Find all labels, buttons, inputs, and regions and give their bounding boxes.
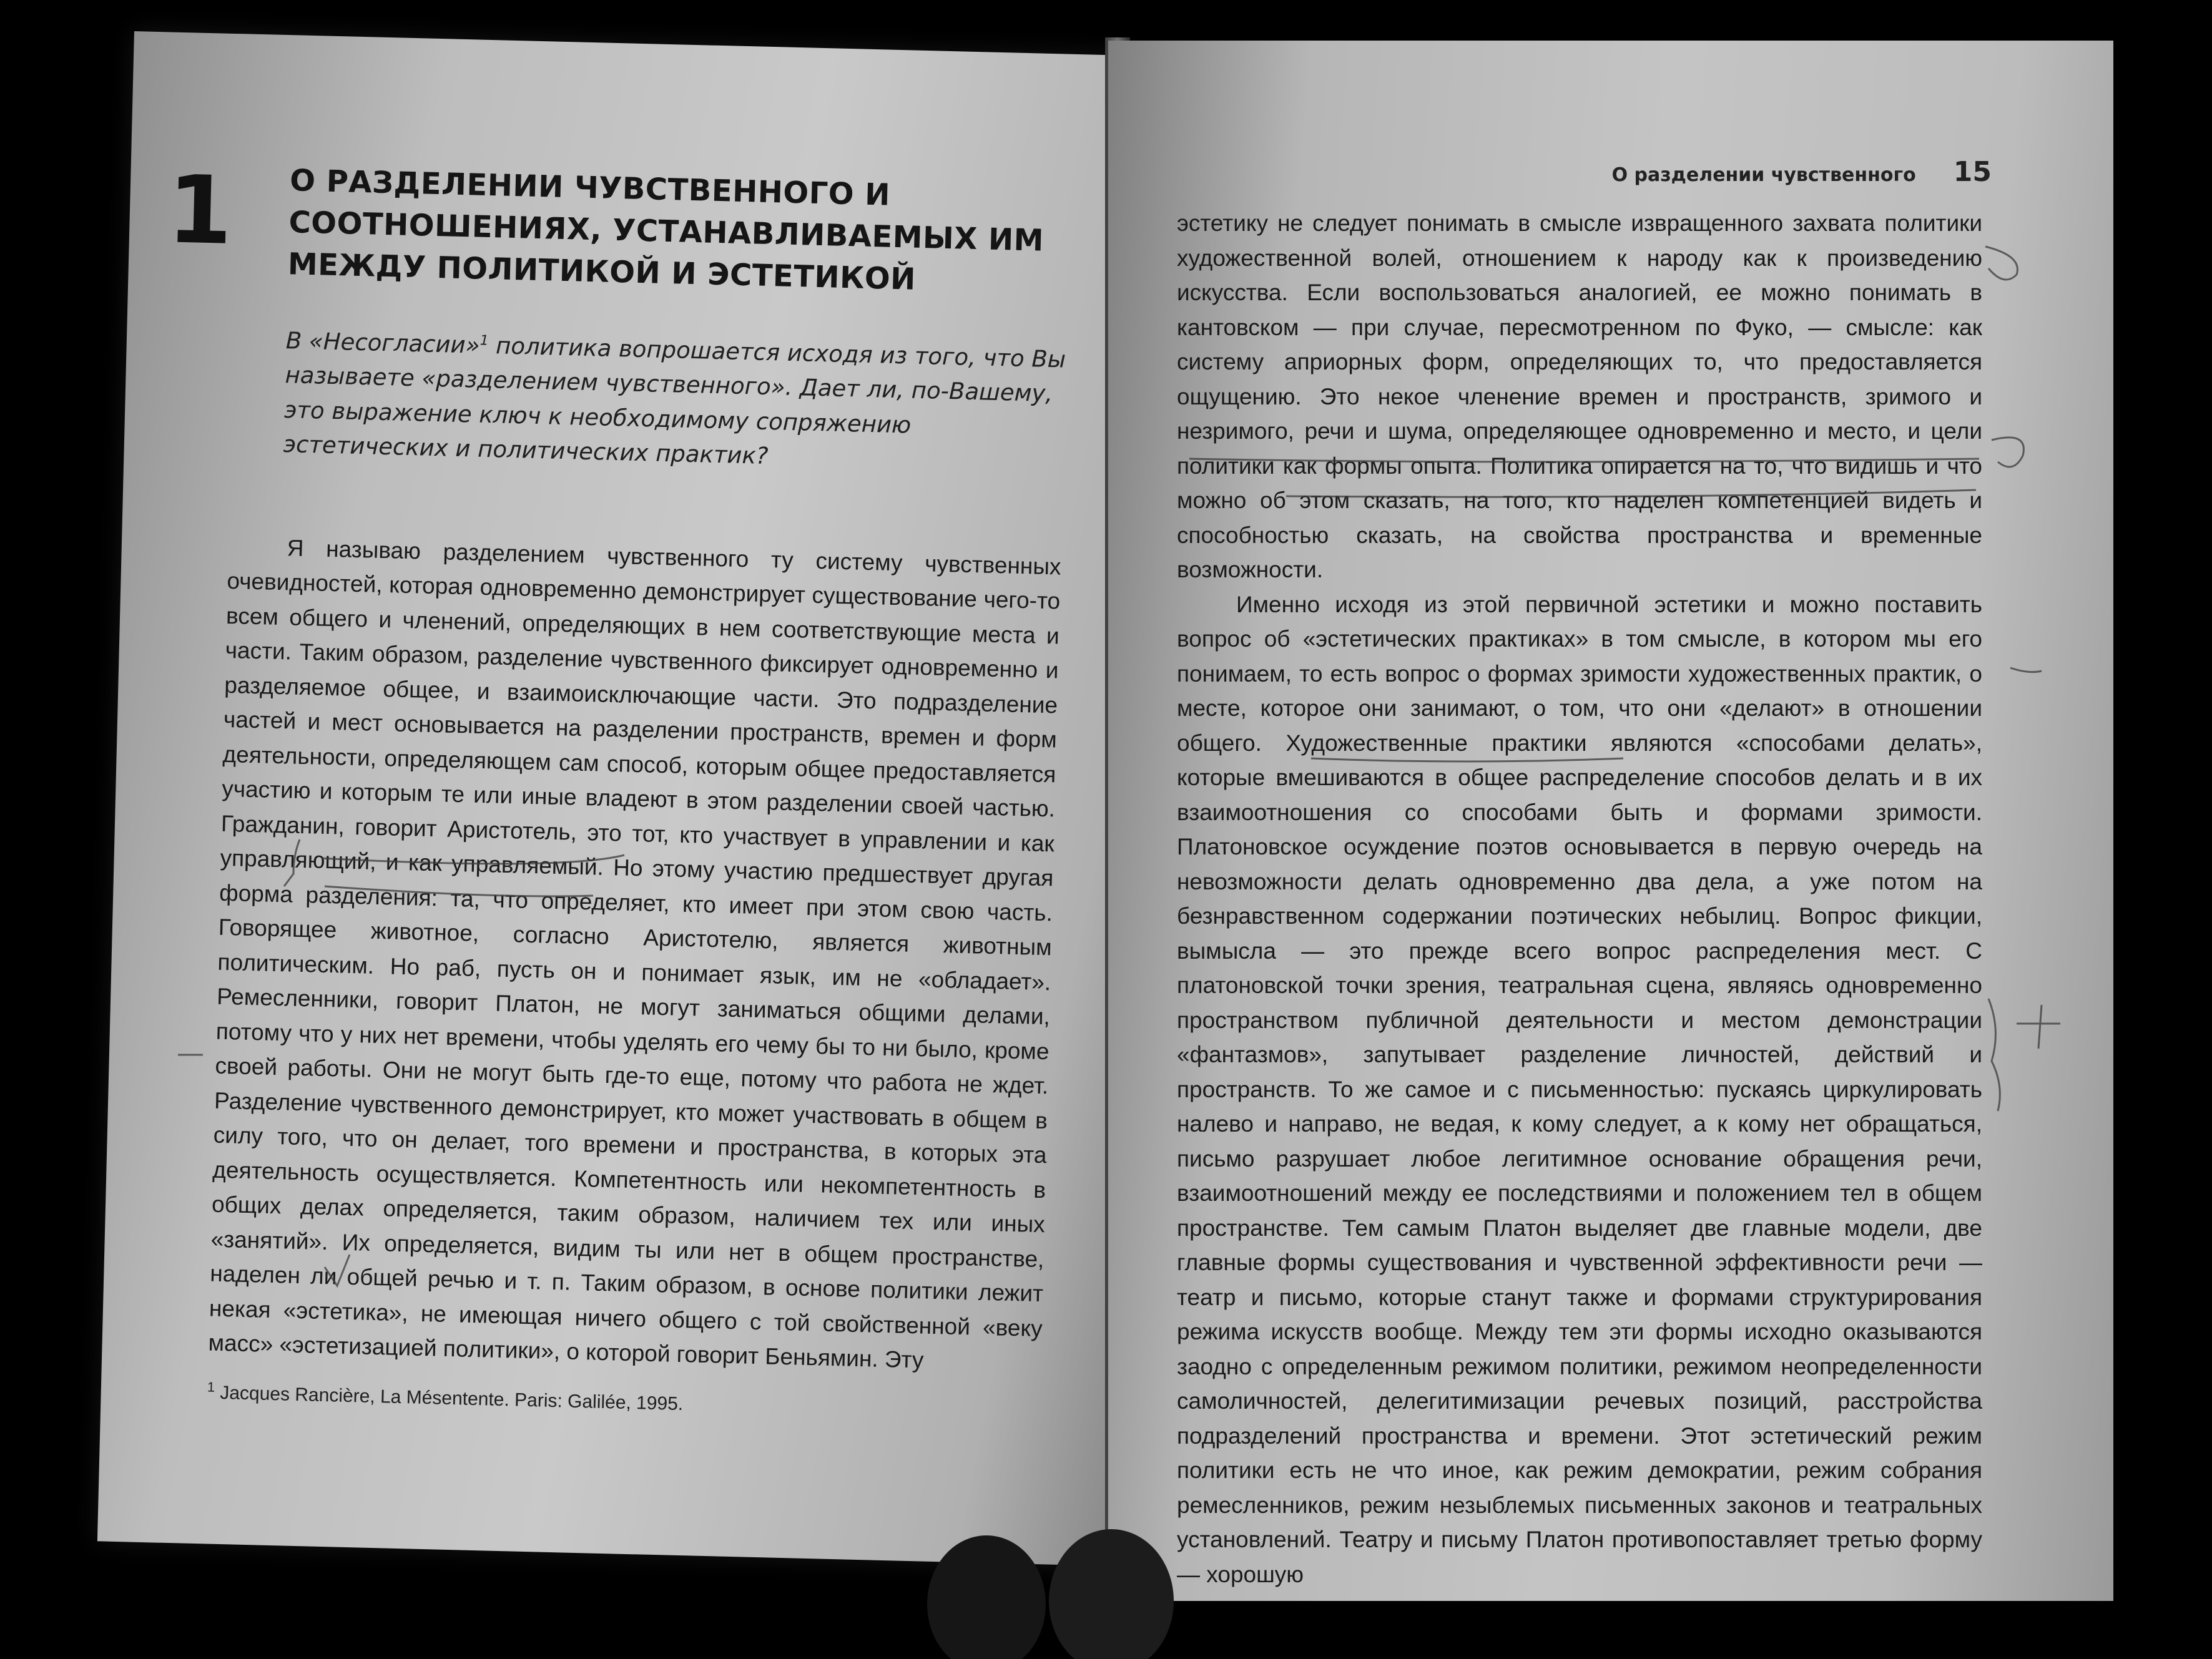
running-head bbox=[1612, 156, 1992, 188]
question-text-start: В «Несогласии» bbox=[285, 326, 481, 359]
right-paragraph-1: эстетику не следует понимать в смысле извращенного захвата политики художественной волей, отношением к народу как к произведению искусства. Если воспользоваться аналогией, ее можно понимать в кантовском — при случае, пересмотренном по Фуко, — смысле: как систему априорных форм, определяющих то, что предоставляется ощущению. Это некое членение времен и пространств, зримого и незримого, речи и шума, определяющее одновременно и место, и цели политики как формы опыта. Политика опирается на то, что видишь и что можно об этом сказать, на того, кто наделен компетенцией видеть и способностью сказать, на свойства пространства и временные возможности. bbox=[1177, 210, 1982, 582]
footnote-mark: 1 bbox=[207, 1379, 215, 1395]
question-footnote-mark: 1 bbox=[479, 332, 489, 349]
right-paragraph-2: Именно исходя из этой первичной эстетики и можно поставить вопрос об «эстетических практиках» в том смысле, в котором мы его понимаем, то есть вопрос о формах зримости художественных практик, о месте, которое они занимают, о том, что они «делают» в отношении общего. Художественные практики являются «способами делать», которые вмешиваются в общее распределение способов делать и в их взаимоотношения со способами быть и формами зримости. Платоновское осуждение поэтов основывается в первую очередь на невозможности делать одновременно два дела, а уже потом на безнравственном содержании поэтических небылиц. Вопрос фикции, вымысла — это прежде всего вопрос распределения мест. С платоновской точки зрения, театральная сцена, являясь одновременно пространством публичной деятельности и местом демонстрации «фантазмов», запутывает разделение личностей, действий и пространств. То же самое и с письменностью: пускаясь циркулировать налево и направо, не ведая, к кому следует, а к кому нет обращаться, письмо разрушает любое легитимное основание обращения речи, взаимоотношений между ее последствиями и положением тел в общем пространстве. Тем самым Платон выделяет две главные модели, две главные формы существования и чувственной эффективности речи — театр и письмо, которые станут также и формами структурирования режима искусств вообще. Между тем эти формы исходно оказываются заодно с определенным режимом политики, режимом неопределенности самоличностей, делегитимизации речевых позиций, расстройства подразделений пространства и времени. Этот эстетический режим политики есть не что иное, как режим демократии, режим собрания ремесленников, режим незыблемых письменных законов и театральных установлений. Театру и письму Платон противопоставляет третью форму — хорошую bbox=[1177, 591, 1982, 1587]
left-body-paragraph: Я называю разделением чувственного ту систему чувственных очевидностей, которая одновременно демонстрирует существование чего-то всем общего и членений, определяющих в нем соответствующие места и части. Таким образом, разделение чувственного фиксирует одновременно и разделяемое общее, и взаимоисключающие части. Это подразделение частей и мест основывается на разделении пространств, времен и форм деятельности, определяющем сам способ, которым общее предоставляется участию и которым те или иные владеют в этом разделении своей частью. Гражданин, говорит Аристотель, это тот, кто участвует в управлении и как управляющий, и как управляемый. Но этому участию предшествует другая форма разделения: та, что определяет, кто имеет при этом свою часть. Говорящее животное, согласно Аристотелю, является животным политическим. Но раб, пусть он и понимает язык, им не «обладает». Ремесленники, говорит Платон, не могут заниматься общими делами, потому что у них нет времени, чтобы уделять его чему бы то ни было, кроме своей работы. Они не могут быть где-то еще, потому что работа не ждет. Разделение чувственного демонстрирует, кто может участвовать в общем в силу того, что он делает, того времени и пространства, в которых эта деятельность осуществляется. Компетентность или некомпетентность в общих делах определяется, таким образом, наличием тех или иных «занятий». Их определяется, видим ты или нет в общем пространстве, наделен ли общей речью и т. п. Таким образом, в основе политики лежит некая «эстетика», не имеющая ничего общего с той свойственной «веку масс» «эстетизацией политики», о которой говорит Беньямин. Эту bbox=[208, 534, 1061, 1373]
left-page bbox=[97, 31, 1143, 1566]
footnote bbox=[207, 1379, 1041, 1424]
chapter-number: 1 bbox=[165, 155, 234, 266]
footnote-text: Jacques Rancière, La Mésentente. Paris: Galilée, 1995. bbox=[219, 1382, 684, 1414]
interview-question bbox=[283, 323, 1066, 481]
left-page-content bbox=[165, 155, 1070, 1424]
fingers-holding-book bbox=[908, 1529, 1189, 1659]
right-page bbox=[1108, 41, 2113, 1601]
chapter-title: О РАЗДЕЛЕНИИ ЧУВСТВЕННОГО И СООТНОШЕНИЯХ, УСТАНАВЛИВАЕМЫХ ИМ МЕЖДУ ПОЛИТИКОЙ И ЭСТЕТИКОЙ bbox=[287, 163, 1045, 298]
question-text-end: политика вопрошается исходя из того, что Вы называете «разделением чувственного». Дает ли, по-Вашему, это выражение ключ к необходимому сопряжению эстетических и политических практик? bbox=[283, 331, 1066, 470]
running-head-title: О разделении чувственного bbox=[1611, 164, 1916, 186]
right-page-content bbox=[1177, 206, 1982, 1592]
page-number: 15 bbox=[1953, 156, 1992, 188]
